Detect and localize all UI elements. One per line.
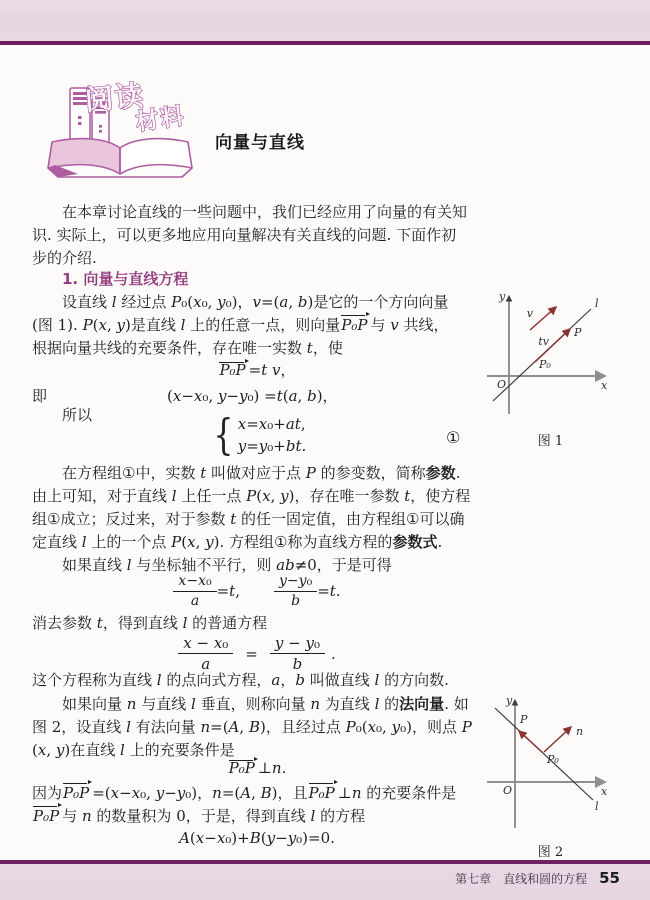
point-label-P: P [520, 713, 528, 726]
vector-label-n: n [576, 725, 584, 738]
body-line: 这个方程称为直线 l 的点向式方程，a，b 叫做直线 l 的方向数. [32, 671, 449, 689]
parametric-system [210, 412, 306, 458]
origin-label: O [497, 378, 507, 391]
body-line: (图 1). P(x, y)是直线 l 上的任意一点，则向量P₀P 与 v 共线， [32, 314, 448, 337]
body-line: P₀P 与 n 的数量积为 0，于是，得到直线 l 的方程 [32, 805, 365, 828]
body-line: 步的介绍. [32, 249, 97, 267]
axis-label-y: y [506, 694, 513, 707]
equation-two-fractions: $\frac{\text{x−x₀}}{a}$ =t, $\frac{\text{y−y₀}}{b}$ =t. [32, 573, 482, 610]
equation-number-1: ① [446, 428, 461, 447]
vector-n-arrow [544, 727, 571, 752]
section-heading: 1. 向量与直线方程 [62, 270, 189, 288]
body-line: 在方程组①中，实数 t 叫做对应于点 P 的参变数，简称参数. [62, 464, 461, 482]
body-line: 因为P₀P =(x−x₀, y−y₀)，n=(A, B)，且P₀P ⊥n 的充要条件是 [32, 782, 456, 805]
body-line: (x, y)在直线 l 上的充要条件是 [32, 741, 235, 759]
page-title: 向量与直线 [215, 133, 305, 153]
logo-text-reading: 阅读 [83, 78, 147, 117]
body-line: 定直线 l 上的一个点 P(x, y). 方程组①称为直线方程的参数式. [32, 533, 443, 551]
body-line: 如果向量 n 与直线 l 垂直，则称向量 n 为直线 l 的法向量. 如 [62, 695, 469, 713]
logo-text-material: 材料 [134, 103, 188, 136]
figure-2 [483, 692, 618, 840]
body-line: 根据向量共线的充要条件，存在唯一实数 t，使 [32, 339, 343, 357]
axis-label-x: x [601, 785, 608, 798]
axis-label-y: y [499, 290, 506, 303]
equation-p0p-tv: P₀P =t v， [219, 361, 296, 379]
equation-coords: (x−x₀, y−y₀) =t(a, b)， [167, 387, 338, 405]
figure-1-caption: 图 1 [537, 434, 564, 449]
lead-word: 所以 [62, 406, 93, 424]
equation-point-direction: $\frac{\text{x − x₀}}{a}$ = $\frac{\text{y − y₀}}{b}$ . [32, 634, 482, 673]
brace-glyph: { [213, 410, 234, 459]
open-book-icon [48, 139, 192, 177]
footer-page-number: 55 [599, 869, 620, 887]
reading-material-logo [46, 70, 194, 182]
vector-v-arrow [530, 307, 556, 330]
system-line-1: x=x₀+at, [237, 415, 306, 433]
axis-label-x: x [601, 379, 608, 392]
line-label-l: l [595, 800, 599, 813]
body-line: 识. 实际上，可以更多地应用向量解决有关直线的问题. 下面作初 [32, 226, 457, 244]
figure-2-caption: 图 2 [537, 845, 564, 860]
vector-label-v: v [526, 307, 533, 320]
body-line: 组①成立；反过来，对于参数 t 的任一固定值，由方程组①可以确 [32, 510, 465, 528]
vector-label-tv: tv [538, 335, 549, 348]
point-label-P0: P₀ [539, 358, 551, 371]
body-line: 图 2，设直线 l 有法向量 n=(A, B)，且经过点 P₀(x₀, y₀)，则点 P [32, 718, 472, 736]
top-purple-rule [0, 41, 650, 45]
line-label-l: l [595, 297, 599, 310]
system-line-2: y=y₀+bt. [237, 437, 307, 455]
top-pink-band [0, 0, 650, 41]
body-line: 如果直线 l 与坐标轴不平行，则 ab≠0，于是可得 [62, 556, 392, 574]
equation-perpendicular: P₀P ⊥n. [228, 759, 287, 777]
lead-word: 即 [32, 387, 48, 405]
page-footer [300, 869, 620, 887]
body-line: 设直线 l 经过点 P₀(x₀, y₀)，v=(a, b)是它的一个方向向量 [62, 293, 449, 311]
body-line: 在本章讨论直线的一些问题中，我们已经应用了向量的有关知 [62, 203, 468, 221]
footer-chapter: 第七章 直线和圆的方程 [455, 872, 588, 886]
equation-normal-form: A(x−x₀)+B(y−y₀)=0. [179, 829, 335, 847]
point-label-P: P [574, 326, 582, 339]
origin-label: O [503, 784, 513, 797]
body-line: 由上可知，对于直线 l 上任一点 P(x, y)，存在唯一参数 t，使方程 [32, 487, 471, 505]
body-line: 消去参数 t，得到直线 l 的普通方程 [32, 614, 268, 632]
figure-1 [483, 286, 618, 434]
point-label-P0: P₀ [547, 753, 559, 766]
vector-p0p-arrow [519, 731, 543, 753]
